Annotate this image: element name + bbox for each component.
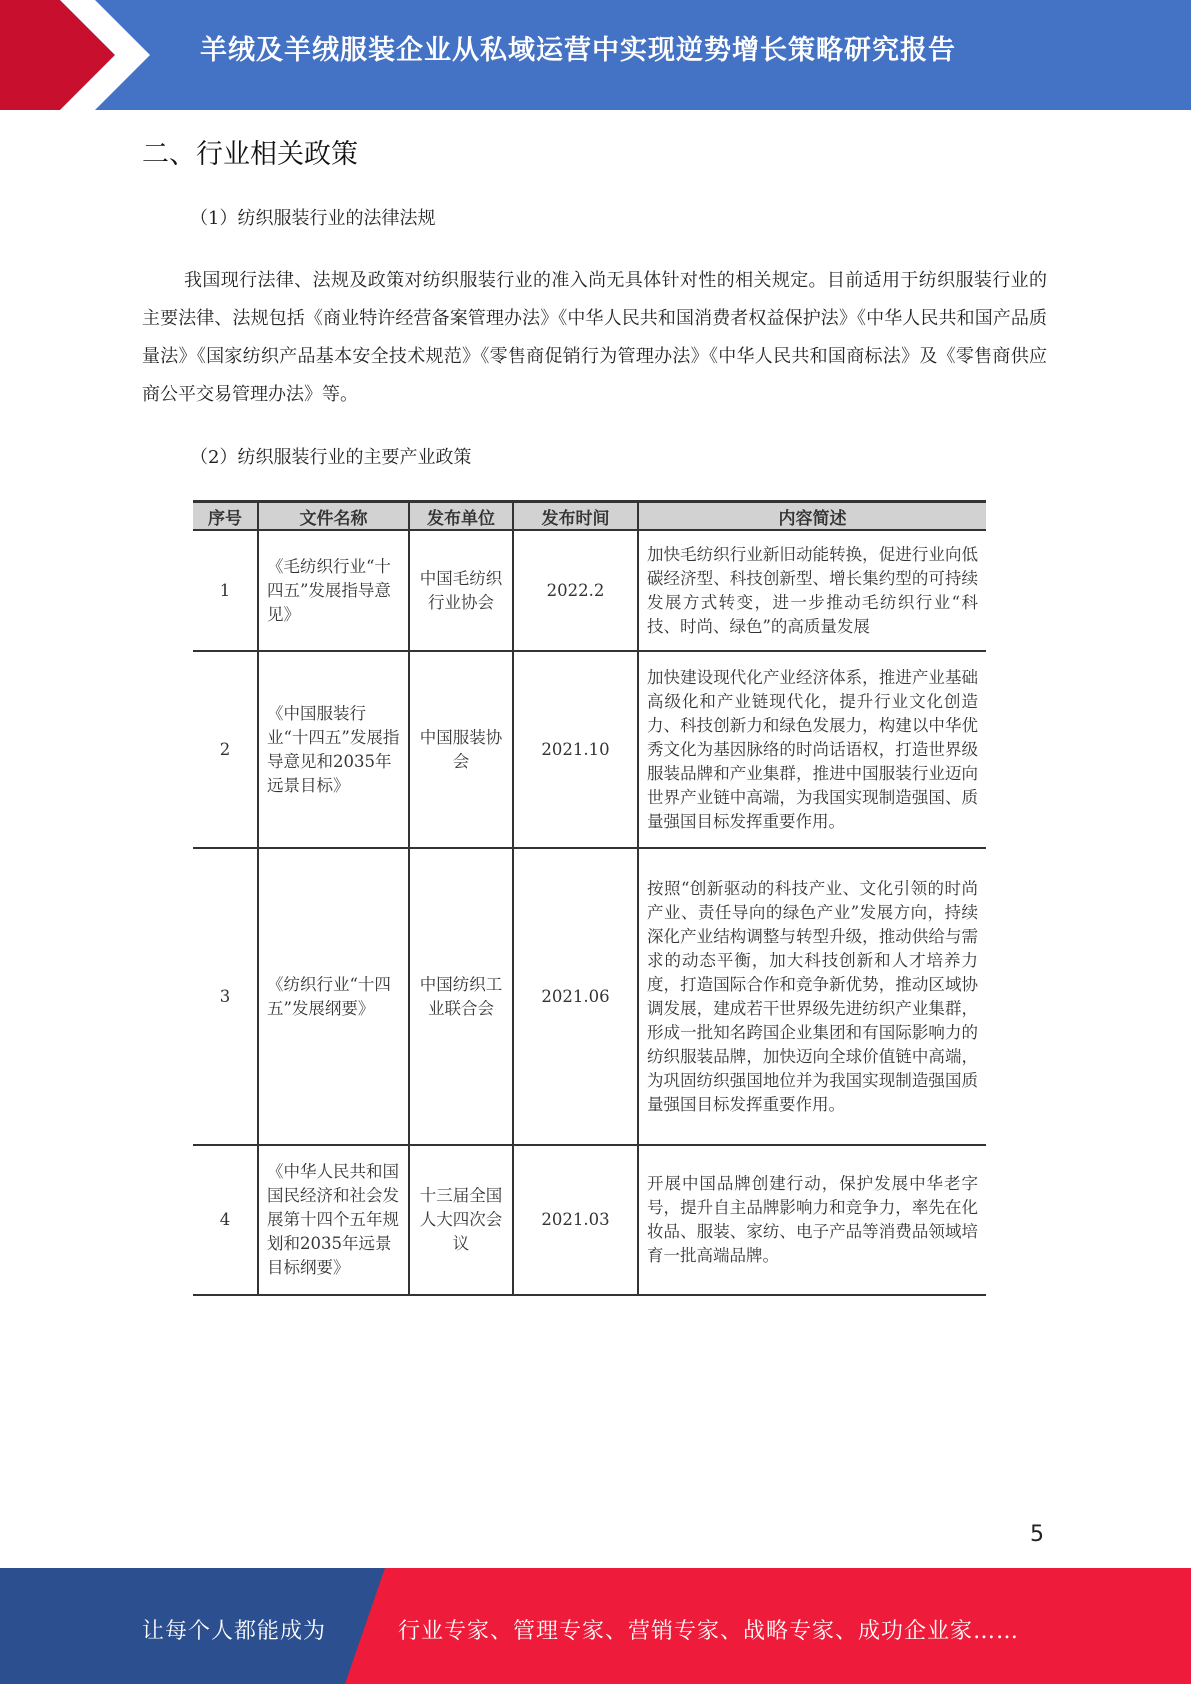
section-heading: 二、行业相关政策 (142, 139, 358, 170)
col-header-name: 文件名称 (258, 502, 409, 531)
cell-no: 2 (193, 651, 258, 848)
footer-slogan-right: 行业专家、管理专家、营销专家、战略专家、成功企业家…… (398, 1619, 1020, 1644)
report-title: 羊绒及羊绒服装企业从私域运营中实现逆势增长策略研究报告 (200, 35, 956, 66)
cell-unit: 中国服装协会 (409, 651, 513, 848)
subheading-policies: （2）纺织服装行业的主要产业政策 (190, 447, 472, 468)
table-row (193, 848, 986, 1145)
cell-name: 《中国服装行业“十四五”发展指导意见和2035年远景目标》 (258, 651, 409, 848)
table-row (193, 651, 986, 848)
cell-name: 《中华人民共和国国民经济和社会发展第十四个五年规划和2035年远景目标纲要》 (258, 1145, 409, 1295)
cell-date: 2022.2 (513, 530, 638, 651)
table-row (193, 1145, 986, 1295)
cell-date: 2021.06 (513, 848, 638, 1145)
cell-no: 4 (193, 1145, 258, 1295)
cell-desc: 开展中国品牌创建行动，保护发展中华老字号，提升自主品牌影响力和竞争力，率先在化妆品、服装、家纺、电子产品等消费品领域培育一批高端品牌。 (638, 1145, 986, 1295)
subheading-laws: （1）纺织服装行业的法律法规 (190, 208, 436, 229)
cell-unit: 十三届全国人大四次会议 (409, 1145, 513, 1295)
header-chevron-icon (0, 0, 160, 110)
cell-name: 《毛纺织行业“十四五”发展指导意见》 (258, 530, 409, 651)
cell-desc: 加快毛纺织行业新旧动能转换，促进行业向低碳经济型、科技创新型、增长集约型的可持续发展方式转变，进一步推动毛纺织行业“科技、时尚、绿色”的高质量发展 (638, 530, 986, 651)
cell-no: 1 (193, 530, 258, 651)
page-number: 5 (1030, 1522, 1044, 1547)
cell-date: 2021.10 (513, 651, 638, 848)
col-header-unit: 发布单位 (409, 502, 513, 531)
page-header (0, 0, 1191, 110)
footer-slogan-left: 让每个人都能成为 (142, 1619, 327, 1644)
cell-unit: 中国纺织工业联合会 (409, 848, 513, 1145)
table-header-row (193, 502, 986, 531)
cell-desc: 按照“创新驱动的科技产业、文化引领的时尚产业、责任导向的绿色产业”发展方向，持续深化产业结构调整与转型升级，推动供给与需求的动态平衡，加大科技创新和人才培养力度，打造国际合作和竞争新优势，推动区域协调发展，建成若干世界级先进纺织产业集群，形成一批知名跨国企业集团和有国际影响力的纺织服装品牌，加快迈向全球价值链中高端，为巩固纺织强国地位并为我国实现制造强国质量强国目标发挥重要作用。 (638, 848, 986, 1145)
page-footer (0, 1568, 1191, 1684)
cell-no: 3 (193, 848, 258, 1145)
cell-name: 《纺织行业“十四五”发展纲要》 (258, 848, 409, 1145)
col-header-date: 发布时间 (513, 502, 638, 531)
cell-date: 2021.03 (513, 1145, 638, 1295)
laws-paragraph: 我国现行法律、法规及政策对纺织服装行业的准入尚无具体针对性的相关规定。目前适用于纺织服装行业的主要法律、法规包括《商业特许经营备案管理办法》《中华人民共和国消费者权益保护法》《中华人民共和国产品质量法》《国家纺织产品基本安全技术规范》《零售商促销行为管理办法》《中华人民共和国商标法》及《零售商供应商公平交易管理办法》等。 (142, 270, 1047, 405)
col-header-no: 序号 (193, 502, 258, 531)
cell-desc: 加快建设现代化产业经济体系，推进产业基础高级化和产业链现代化，提升行业文化创造力、科技创新力和绿色发展力，构建以中华优秀文化为基因脉络的时尚话语权，打造世界级服装品牌和产业集群，推进中国服装行业迈向世界产业链中高端，为我国实现制造强国、质量强国目标发挥重要作用。 (638, 651, 986, 848)
cell-unit: 中国毛纺织行业协会 (409, 530, 513, 651)
policy-table (193, 500, 986, 1296)
table-row (193, 530, 986, 651)
col-header-desc: 内容简述 (638, 502, 986, 531)
